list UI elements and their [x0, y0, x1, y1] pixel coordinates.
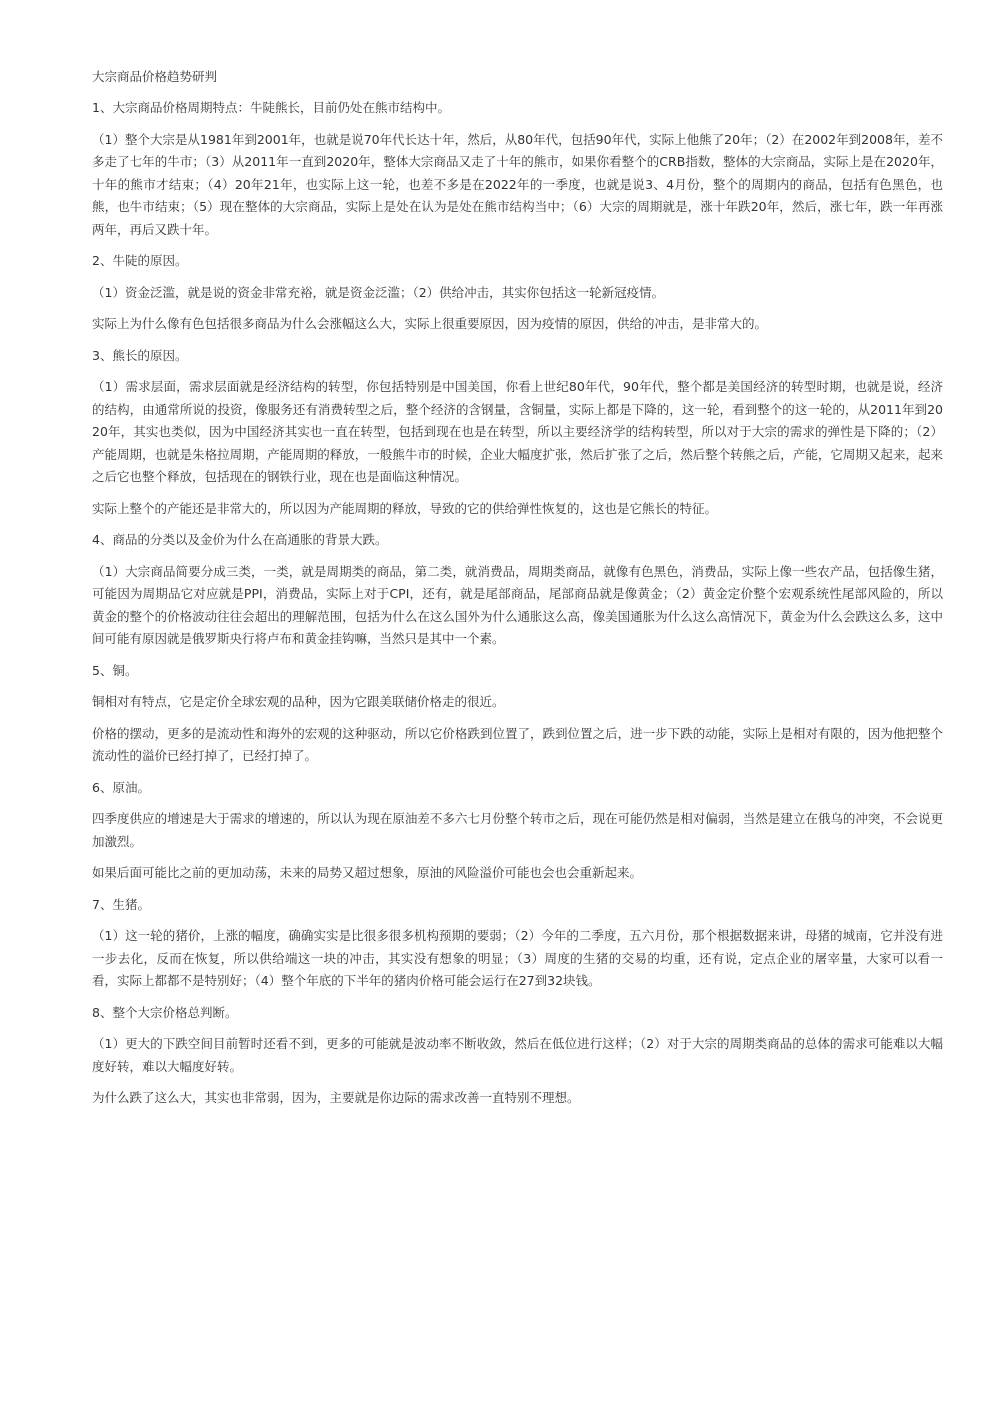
- paragraph: 铜相对有特点，它是定价全球宏观的品种，因为它跟美联储价格走的很近。: [92, 694, 505, 709]
- document-body: [92, 97, 943, 1110]
- paragraph: （1）资金泛滥，就是说的资金非常充裕，就是资金泛滥；（2）供给冲击，其实你包括这一轮新冠疫情。: [92, 284, 665, 300]
- section-heading-1: 1、大宗商品价格周期特点：牛陡熊长，目前仍处在熊市结构中。: [92, 100, 450, 115]
- paragraph: 如果后面可能比之前的更加动荡，未来的局势又超过想象，原油的风险溢价可能也会也会重新起来。: [92, 865, 643, 880]
- section-heading-6: 6、原油。: [92, 779, 150, 795]
- document-page: [92, 66, 943, 1119]
- section-heading-2: 2、牛陡的原因。: [92, 253, 188, 268]
- paragraph: 实际上整个的产能还是非常大的，所以因为产能周期的释放，导致的它的供给弹性恢复的，这也是它熊长的特征。: [92, 500, 718, 516]
- paragraph: 为什么跌了这么大，其实也非常弱，因为，主要就是你边际的需求改善一直特别不理想。: [92, 1090, 580, 1105]
- section-heading-7: 7、生猪。: [92, 896, 150, 912]
- paragraph: 四季度供应的增速是大于需求的增速的，所以认为现在原油差不多六七月份整个转市之后，现在可能仍然是相对偏弱，当然是建立在俄乌的冲突，不会说更加激烈。: [92, 811, 943, 849]
- paragraph: （1）这一轮的猪价，上涨的幅度，确确实实是比很多很多机构预期的要弱；（2）今年的二季度，五六月份，那个根据数据来讲，母猪的城南，它并没有进一步去化，反而在恢复，所以供给端这一块的冲击，其实没有想象的明显；（3）周度的生猪的交易的均重，还有说，定点企业的屠宰量，大家可以看一看，实际上都都不是特别好；（4）整个年底的下半年的猪肉价格可能会运行在27到32块钱。: [92, 928, 943, 988]
- document-title: 大宗商品价格趋势研判: [92, 69, 218, 84]
- paragraph: （1）需求层面，需求层面就是经济结构的转型，你包括特别是中国美国，你看上世纪80年代，90年代，整个都是美国经济的转型时期，也就是说，经济的结构，由通常所说的投资，像服务还有消费转型之后，整个经济的含钢量，含铜量，实际上都是下降的，这一轮，看到整个的这一轮的，从2011年到2020年，其实也类似，因为中国经济其实也一直在转型，包括到现在也是在转型，所以主要经济学的结构转型，所以对于大宗的需求的弹性是下降的；（2）产能周期，也就是朱格拉周期，产能周期的释放，一般熊牛市的时候，企业大幅度扩张，然后扩张了之后，然后整个转熊之后，产能，它周期又起来，起来之后它也整个释放，包括现在的钢铁行业，现在也是面临这种情况。: [92, 379, 943, 484]
- paragraph: 实际上为什么像有色包括很多商品为什么会涨幅这么大，实际上很重要原因，因为疫情的原因，供给的冲击，是非常大的。: [92, 316, 768, 331]
- paragraph: （1）整个大宗是从1981年到2001年，也就是说70年代长达十年，然后，从80年代，包括90年代，实际上他熊了20年；（2）在2002年到2008年，差不多走了七年的牛市；（3）从2011年一直到2020年，整体大宗商品又走了十年的熊市，如果你看整个的CRB指数，整体的大宗商品，实际上是在2020年，十年的熊市才结束；（4）20年21年，也实际上这一轮，也差不多是在2022年的一季度，也就是说3、4月份，整个的周期内的商品，包括有色黑色，也熊，也牛市结束；（5）现在整体的大宗商品，实际上是处在认为是处在熊市结构当中；（6）大宗的周期就是，涨十年跌20年，然后，涨七年，跌一年再涨两年，再后又跌十年。: [92, 131, 943, 237]
- section-heading-3: 3、熊长的原因。: [92, 347, 188, 363]
- section-heading-4: 4、商品的分类以及金价为什么在高通胀的背景大跌。: [92, 532, 388, 547]
- paragraph: （1）大宗商品简要分成三类，一类，就是周期类的商品，第二类，就消费品，周期类商品，就像有色黑色，消费品，实际上像一些农产品，包括像生猪，可能因为周期品它对应就是PPI，消费品，实际上对于CPI，还有，就是尾部商品，尾部商品就是像黄金；（2）黄金定价整个宏观系统性尾部风险的，所以黄金的整个的价格波动往往会超出的理解范围，包括为什么在这么国外为什么通胀这么高，像美国通胀为什么这么高情况下，黄金为什么会跌这么多，这中间可能有原因就是俄罗斯央行将卢布和黄金挂钩嘛，当然只是其中一个素。: [92, 563, 943, 646]
- paragraph: （1）更大的下跌空间目前暂时还看不到，更多的可能就是波动率不断收敛，然后在低位进行这样；（2）对于大宗的周期类商品的总体的需求可能难以大幅度好转，难以大幅度好转。: [92, 1036, 943, 1074]
- section-heading-8: 8、整个大宗价格总判断。: [92, 1004, 238, 1020]
- section-heading-5: 5、铜。: [92, 662, 138, 678]
- paragraph: 价格的摆动，更多的是流动性和海外的宏观的这种驱动，所以它价格跌到位置了，跌到位置之后，进一步下跌的动能，实际上是相对有限的，因为他把整个流动性的溢价已经打掉了，已经打掉了。: [92, 725, 943, 763]
